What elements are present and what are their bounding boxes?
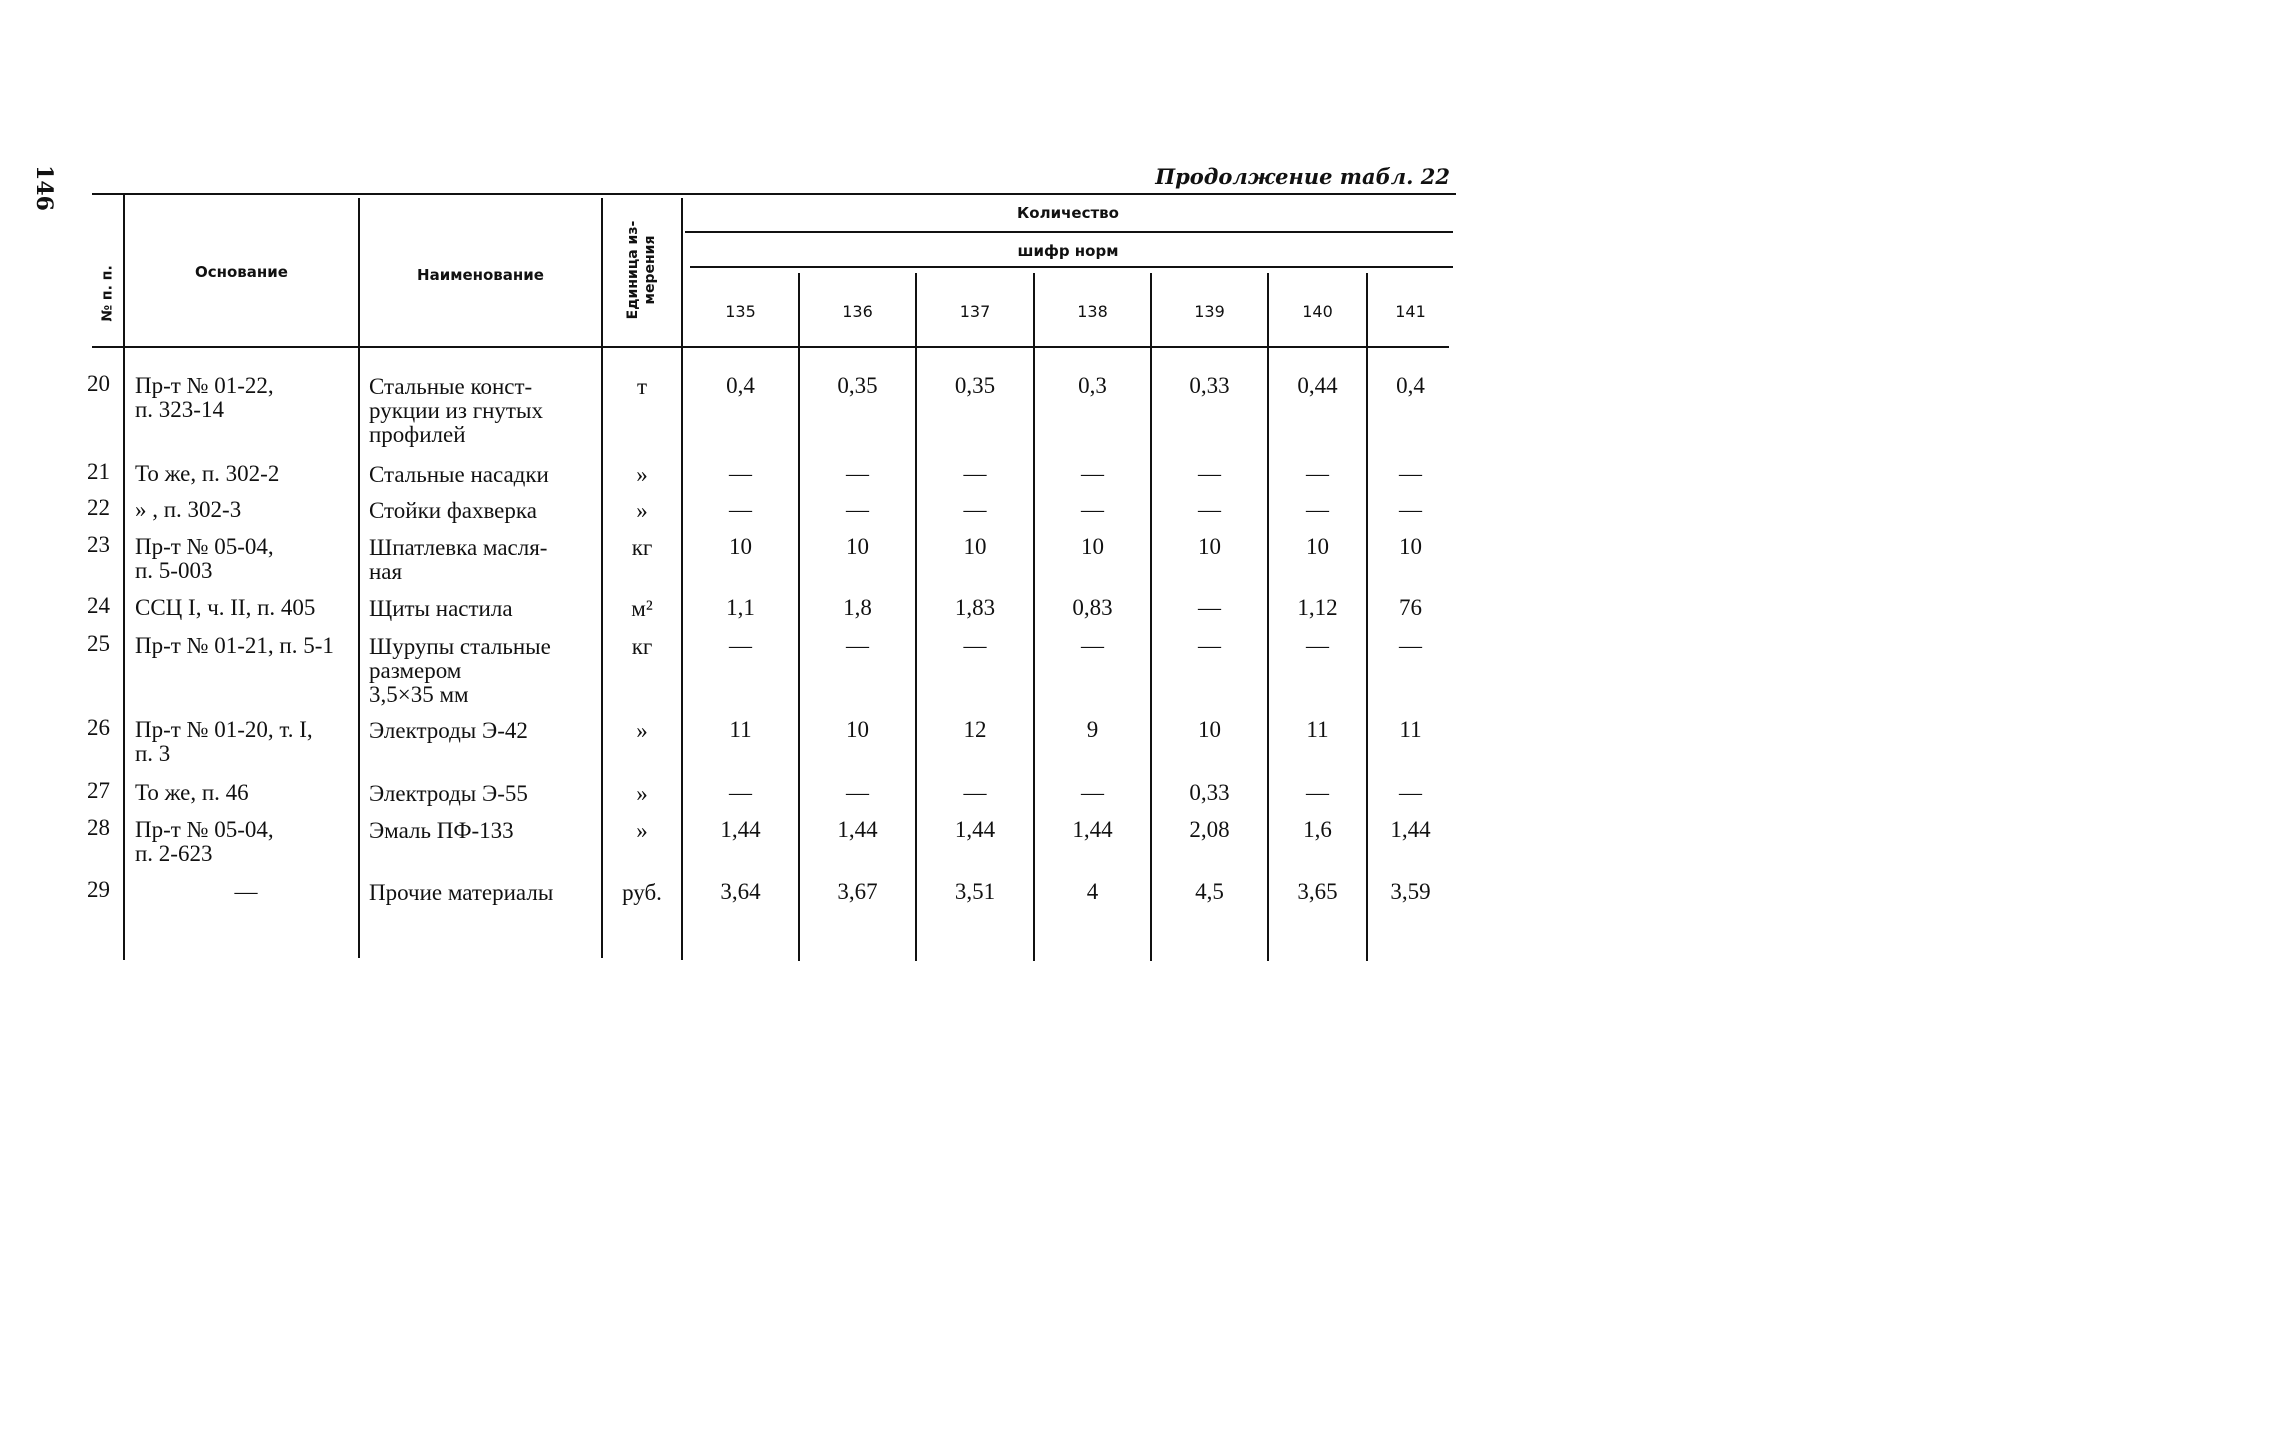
row-unit: руб. bbox=[622, 880, 662, 905]
row-value: — bbox=[1306, 633, 1329, 658]
header-code-135: 135 bbox=[725, 302, 756, 321]
row-value: — bbox=[1198, 633, 1221, 658]
header-basis: Основание bbox=[195, 263, 288, 281]
row-value: 3,51 bbox=[954, 879, 996, 904]
row-value: — bbox=[729, 497, 752, 522]
row-value: 3,59 bbox=[1390, 879, 1431, 904]
row-value: 9 bbox=[1086, 717, 1099, 742]
row-value: — bbox=[1399, 633, 1422, 658]
code-rule bbox=[690, 266, 1453, 268]
row-value: 0,33 bbox=[1189, 373, 1230, 398]
row-value: 1,44 bbox=[1072, 817, 1113, 842]
row-value: 10 bbox=[1198, 717, 1221, 742]
header-quantity: Количество bbox=[1017, 204, 1119, 222]
row-value: 0,83 bbox=[1072, 595, 1113, 620]
row-value: 1,44 bbox=[720, 817, 761, 842]
row-value: 10 bbox=[846, 534, 869, 559]
row-value: 10 bbox=[1399, 534, 1422, 559]
row-value: — bbox=[963, 633, 987, 658]
row-value: 2,08 bbox=[1189, 817, 1230, 842]
row-value: 76 bbox=[1399, 595, 1422, 620]
row-name: Стойки фахверка bbox=[369, 498, 537, 523]
row-name: Электроды Э-55 bbox=[369, 781, 528, 806]
row-basis: ССЦ I, ч. II, п. 405 bbox=[135, 595, 316, 620]
row-value: — bbox=[729, 633, 752, 658]
header-number: № п. п. bbox=[99, 265, 116, 322]
page-number: 146 bbox=[31, 165, 57, 211]
row-basis: Пр-т № 01-20, т. I, п. 3 bbox=[135, 717, 313, 766]
row-value: 1,83 bbox=[954, 595, 996, 620]
quantity-rule bbox=[685, 231, 1453, 233]
row-number: 21 bbox=[87, 459, 110, 484]
row-value: — bbox=[1306, 497, 1329, 522]
header-code-140: 140 bbox=[1302, 302, 1333, 321]
row-number: 20 bbox=[87, 371, 110, 396]
row-value: 11 bbox=[729, 717, 752, 742]
col-divider-1 bbox=[123, 195, 125, 960]
header-code-139: 139 bbox=[1194, 302, 1225, 321]
row-basis: Пр-т № 01-21, п. 5-1 bbox=[135, 633, 334, 658]
row-value: 1,6 bbox=[1303, 817, 1332, 842]
row-number: 26 bbox=[87, 715, 110, 740]
row-number: 29 bbox=[87, 877, 110, 902]
row-value: 3,67 bbox=[837, 879, 878, 904]
row-value: 10 bbox=[1081, 534, 1104, 559]
header-name: Наименование bbox=[417, 266, 544, 284]
row-value: — bbox=[1198, 595, 1221, 620]
row-value: — bbox=[1081, 780, 1104, 805]
row-basis: Пр-т № 05-04, п. 2-623 bbox=[135, 817, 274, 866]
row-value: 1,44 bbox=[1390, 817, 1431, 842]
header-code-137: 137 bbox=[959, 302, 991, 321]
table-caption: Продолжение табл. 22 bbox=[1155, 164, 1450, 189]
row-number: 27 bbox=[87, 778, 110, 803]
row-value: — bbox=[1399, 461, 1422, 486]
row-value: — bbox=[963, 461, 987, 486]
row-name: Стальные конст- рукции из гнутых профилей bbox=[369, 374, 543, 447]
row-value: — bbox=[846, 633, 869, 658]
header-code-138: 138 bbox=[1077, 302, 1108, 321]
row-name: Эмаль ПФ-133 bbox=[369, 818, 514, 843]
row-name: Электроды Э-42 bbox=[369, 718, 528, 743]
row-value: — bbox=[963, 497, 987, 522]
row-value: 1,1 bbox=[726, 595, 755, 620]
row-unit: кг bbox=[631, 535, 653, 560]
row-value: 0,35 bbox=[954, 373, 996, 398]
row-value: — bbox=[1081, 461, 1104, 486]
header-code-141: 141 bbox=[1395, 302, 1426, 321]
row-value: 1,44 bbox=[954, 817, 996, 842]
row-value: — bbox=[846, 497, 869, 522]
row-basis: То же, п. 46 bbox=[135, 780, 249, 805]
header-code: шифр норм bbox=[1017, 242, 1119, 260]
row-unit: м² bbox=[631, 596, 653, 621]
row-value: 11 bbox=[1306, 717, 1329, 742]
row-value: 0,44 bbox=[1297, 373, 1338, 398]
row-name: Щиты настила bbox=[369, 596, 513, 621]
row-value: 11 bbox=[1399, 717, 1422, 742]
row-value: — bbox=[729, 780, 752, 805]
row-value: — bbox=[729, 461, 752, 486]
row-value: — bbox=[1081, 633, 1104, 658]
row-basis: Пр-т № 05-04, п. 5-003 bbox=[135, 534, 274, 583]
row-value: 4 bbox=[1086, 879, 1099, 904]
row-name: Шурупы стальные размером 3,5×35 мм bbox=[369, 634, 551, 707]
row-value: — bbox=[1306, 461, 1329, 486]
header-bottom-rule bbox=[92, 346, 1449, 348]
row-value: 10 bbox=[729, 534, 752, 559]
row-basis: Пр-т № 01-22, п. 323-14 bbox=[135, 373, 274, 422]
row-name: Прочие материалы bbox=[369, 880, 554, 905]
row-value: — bbox=[1081, 497, 1104, 522]
row-basis: » , п. 302-3 bbox=[135, 497, 242, 522]
row-value: 1,44 bbox=[837, 817, 878, 842]
row-name: Стальные насадки bbox=[369, 462, 549, 487]
row-value: 10 bbox=[1306, 534, 1329, 559]
row-number: 22 bbox=[87, 495, 110, 520]
row-unit: т bbox=[636, 374, 648, 399]
row-value: 1,8 bbox=[843, 595, 872, 620]
row-number: 24 bbox=[87, 593, 110, 618]
row-value: 0,33 bbox=[1189, 780, 1230, 805]
row-value: — bbox=[846, 461, 869, 486]
col-divider-2 bbox=[358, 198, 360, 958]
row-value: — bbox=[846, 780, 869, 805]
header-unit: Единица из- мерения bbox=[625, 220, 658, 320]
header-code-136: 136 bbox=[842, 302, 873, 321]
row-basis: То же, п. 302-2 bbox=[135, 461, 280, 486]
row-value: 0,3 bbox=[1078, 373, 1107, 398]
row-unit: » bbox=[636, 718, 648, 743]
row-unit: » bbox=[636, 498, 648, 523]
row-value: 1,12 bbox=[1297, 595, 1338, 620]
row-value: 12 bbox=[963, 717, 987, 742]
row-unit: » bbox=[636, 781, 648, 806]
row-value: 0,4 bbox=[1396, 373, 1425, 398]
row-value: 4,5 bbox=[1195, 879, 1224, 904]
col-divider-3 bbox=[601, 198, 603, 958]
row-number: 23 bbox=[87, 532, 110, 557]
row-unit: кг bbox=[631, 634, 653, 659]
table-top-rule bbox=[92, 193, 1456, 195]
row-basis: — bbox=[234, 879, 258, 904]
row-value: 0,35 bbox=[837, 373, 878, 398]
row-value: — bbox=[1399, 780, 1422, 805]
row-value: 3,65 bbox=[1297, 879, 1338, 904]
row-value: — bbox=[963, 780, 987, 805]
row-value: — bbox=[1198, 461, 1221, 486]
row-value: 10 bbox=[1198, 534, 1221, 559]
row-unit: » bbox=[636, 818, 648, 843]
row-number: 28 bbox=[87, 815, 110, 840]
row-number: 25 bbox=[87, 631, 110, 656]
row-unit: » bbox=[636, 462, 648, 487]
row-value: 0,4 bbox=[726, 373, 755, 398]
row-value: — bbox=[1198, 497, 1221, 522]
row-value: 10 bbox=[963, 534, 987, 559]
row-value: 3,64 bbox=[720, 879, 761, 904]
row-value: — bbox=[1399, 497, 1422, 522]
row-value: — bbox=[1306, 780, 1329, 805]
row-name: Шпатлевка масля- ная bbox=[369, 535, 548, 584]
row-value: 10 bbox=[846, 717, 869, 742]
